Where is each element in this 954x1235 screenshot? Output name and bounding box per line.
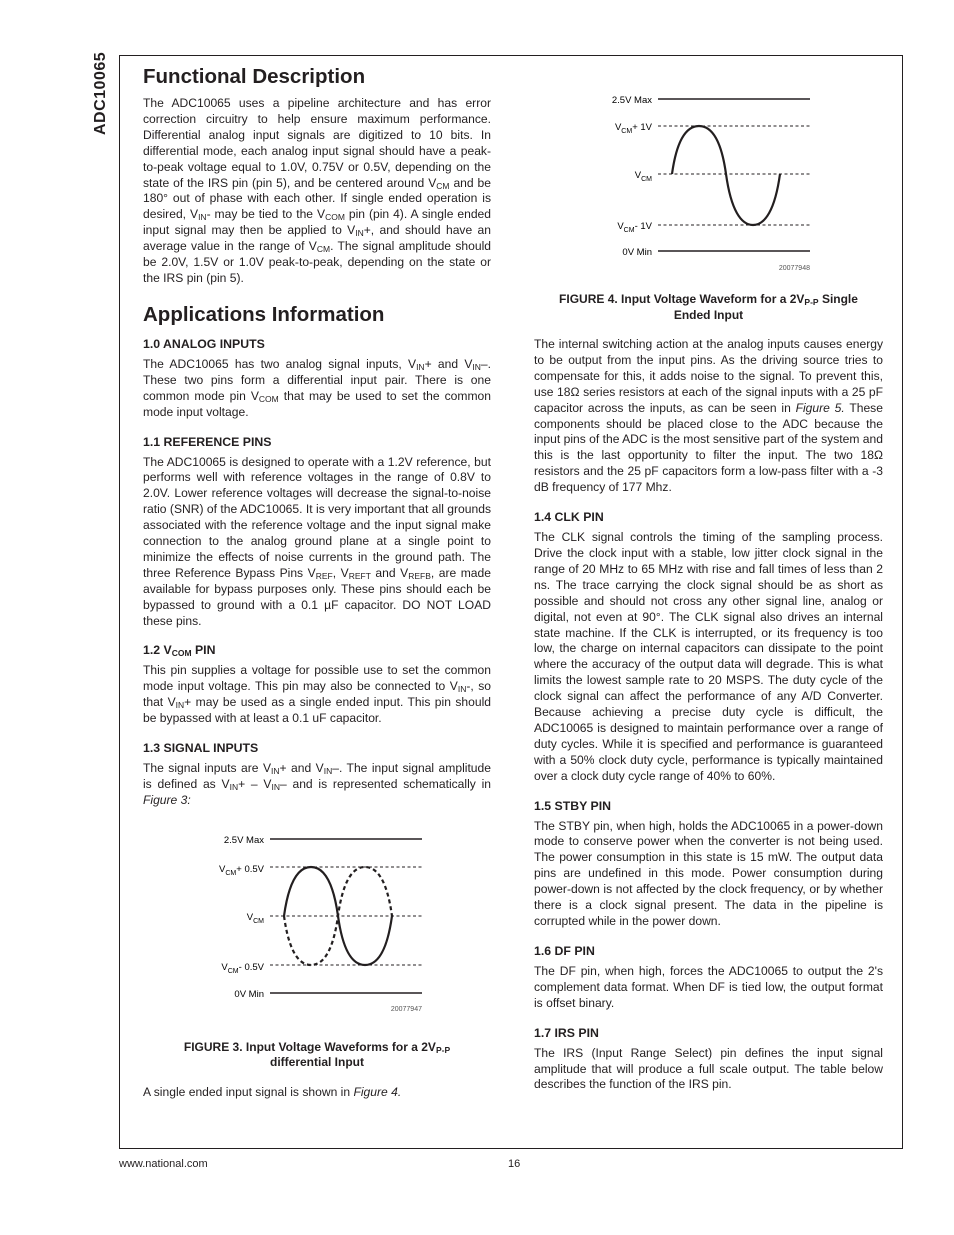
figure-3 (143, 825, 491, 1035)
fig4-label-vcm: $V_{CM}$ (634, 170, 652, 183)
figure-4-caption: FIGURE 4. Input Voltage Waveform for a $2V_{P-P}$ Single Ended Input (559, 292, 858, 322)
section-1-6-body: The DF pin, when high, forces the ADC10065 to output the 2's complement data format. When DF is tied low, the output format is offset binary. (534, 963, 883, 1010)
figure-4-waveform (534, 90, 883, 288)
section-1-2-heading: 1.2 $V_{COM}$ PIN (143, 643, 216, 659)
fig4-label-vcm-plus: $V_{CM}+ 1V$ (614, 122, 652, 135)
fig4-label-max: 2.5V Max (611, 95, 652, 106)
footer-website[interactable]: www.national.com (119, 1158, 208, 1170)
fig4-vin-wave (672, 126, 780, 225)
section-1-3-text: The signal inputs are $V_{IN}+$ and $V_{IN}-$. The input signal amplitude is defined as $V_{IN}+ - V_{IN}-$ and is represented schematically in (143, 761, 492, 792)
fig4-label-min: 0V Min (622, 247, 652, 258)
figure-4 (534, 90, 883, 288)
input-filtering-body: The internal switching action at the analog inputs causes energy to be output from the input pins. As the driving source tries to compensate for this, it adds noise to the signal. To prevent this, use 18Ω series resistors at each of the signal inputs with a 25 pF capacitor across the inputs, as can be seen in Figure 5. These components should be placed close to the ADC because the input pins of the ADC is the most sensitive part of the system and this is the last opportunity to filter the input. The two 18Ω resistors and the 25 pF capacitors form a low-pass filter with a -3 dB frequency of 177 Mhz. (534, 337, 883, 495)
figure-4-reference[interactable]: Figure 4. (353, 1084, 402, 1099)
left-column (143, 65, 491, 1101)
section-1-4-heading: 1.4 CLK PIN (534, 510, 604, 525)
fig3-code: 20077947 (390, 1005, 422, 1013)
section-1-0-body: The ADC10065 has two analog signal inputs, $V_{IN}+$ and $V_{IN}-$. These two pins form a differential input pair. There is one common mode pin $V_{COM}$ that may be used to set the common mode input voltage. (143, 356, 491, 419)
section-1-6-heading: 1.6 DF PIN (534, 943, 595, 958)
right-column (534, 90, 883, 1093)
section-1-3-body (143, 761, 491, 809)
section-1-5-heading: 1.5 STBY PIN (534, 798, 611, 813)
fig3-label-min: 0V Min (234, 988, 264, 1000)
section-1-3-heading: 1.3 SIGNAL INPUTS (143, 741, 259, 756)
figure-3-caption: FIGURE 3. Input Voltage Waveforms for a $2V_{P-P}$ differential Input (183, 1039, 451, 1070)
footer-page-number: 16 (508, 1158, 521, 1170)
fig4-code: 20077948 (778, 265, 810, 272)
applications-title: Applications Information (143, 302, 385, 326)
fig3-label-max: 2.5V Max (223, 834, 264, 846)
section-1-1-heading: 1.1 REFERENCE PINS (143, 434, 272, 449)
figure-5-reference[interactable]: Figure 5. (795, 400, 845, 415)
single-ended-note: A single ended input signal is shown in Figure 4. (143, 1084, 402, 1099)
fig3-label-vcm: $V_{CM}$ (246, 911, 264, 925)
section-1-0-heading: 1.0 ANALOG INPUTS (143, 336, 265, 351)
figure-3-waveform (143, 825, 491, 1035)
figure-3-reference[interactable]: Figure 3: (143, 792, 191, 807)
fig3-label-vcm-minus: $V_{CM}-$ 0.5V (221, 961, 264, 975)
fig4-label-vcm-minus: $V_{CM}-$ 1V (617, 221, 652, 234)
part-number-sidebar: ADC10065 (92, 51, 109, 135)
functional-description-body: The ADC10065 uses a pipeline architecture and has error correction circuitry to help ensure maximum performance. Differential analog input signals are digitized to 10 bits. In differential mode, each analog input signal should have a peak-to-peak voltage equal to 1.0V, 0.75V or 0.5V, depending on the state of the IRS pin (pin 5), and be centered around $V_{CM}$ and be 180° out of phase with each other. If single ended operation is desired, $V_{IN}-$ may be tied to the $V_{COM}$ pin (pin 4). A single ended input signal may then be applied to $V_{IN}+$, and should have an average value in the range of $V_{CM}$. The signal amplitude should be 2.0V, 1.5V or 1.0V peak-to-peak, depending on the state or the IRS pin (pin 5). (143, 96, 492, 285)
functional-description-title: Functional Description (143, 65, 366, 88)
section-1-1-body: The ADC10065 is designed to operate with a 1.2V reference, but performs well with reference voltages in the range of 0.8V to 2.0V. Lower reference voltages will decrease the signal-to-noise ratio (SNR) of the ADC10065. It is very important that all grounds associated with the reference voltage and the input signal make connection to the analog ground plane at a single point to minimize the effects of noise currents in the ground path. The three Reference Bypass Pins $V_{REF}$, $V_{REFT}$ and $V_{REFB}$, are made available for bypass purposes only. These pins should each be bypassed to ground with a 0.1 µF capacitor. DO NOT LOAD these pins. (143, 454, 491, 628)
fig3-label-vcm-plus: $V_{CM}+ 0.5V$ (219, 863, 264, 877)
section-1-7-body: The IRS (Input Range Select) pin defines the input signal amplitude that will produce a full scale output. The table below describes the function of the IRS pin. (534, 1045, 883, 1092)
section-1-4-body: The CLK signal controls the timing of the sampling process. Drive the clock input with a stable, low jitter clock signal in the range of 20 MHz to 65 MHz with rise and fall times of less than 2 ns. The trace carrying the clock signal should be as short as possible and should not cross any other signal line, analog or digital, not even at 90°. The CLK signal also drives an internal state machine. If the CLK is interrupted, or its frequency is too low, the charge on internal capacitors can dissipate to the point where the accuracy of the output data will degrade. This is what limits the lowest sample rate to 20 MSPS. The duty cycle of the clock signal can affect the performance of any A/D Converter. Because achieving a precise duty cycle is difficult, the ADC10065 is designed to maintain performance over a range of duty cycles. While it is specified and performance is guaranteed with a 50% clock duty cycle, performance is typically maintained over a clock duty cycle range of 40% to 60%. (534, 530, 883, 783)
section-1-2-body: This pin supplies a voltage for possible use to set the common mode input voltage. This pin may also be connected to $V_{IN}-$, so that $V_{IN}+$ may be used as a single ended input. This pin should be bypassed with at least a 0.1 uF capacitor. (143, 663, 491, 726)
section-1-7-heading: 1.7 IRS PIN (534, 1025, 599, 1040)
section-1-5-body: The STBY pin, when high, holds the ADC10065 in a power-down mode to conserve power when the converter is not being used. The power consumption in this state is 15 mW. The output data pins are undefined in this mode. Power consumption during power-down is not affected by the clock frequency, or by whether there is a clock signal present. The data in the pipeline is corrupted while in the power down. (534, 818, 883, 928)
